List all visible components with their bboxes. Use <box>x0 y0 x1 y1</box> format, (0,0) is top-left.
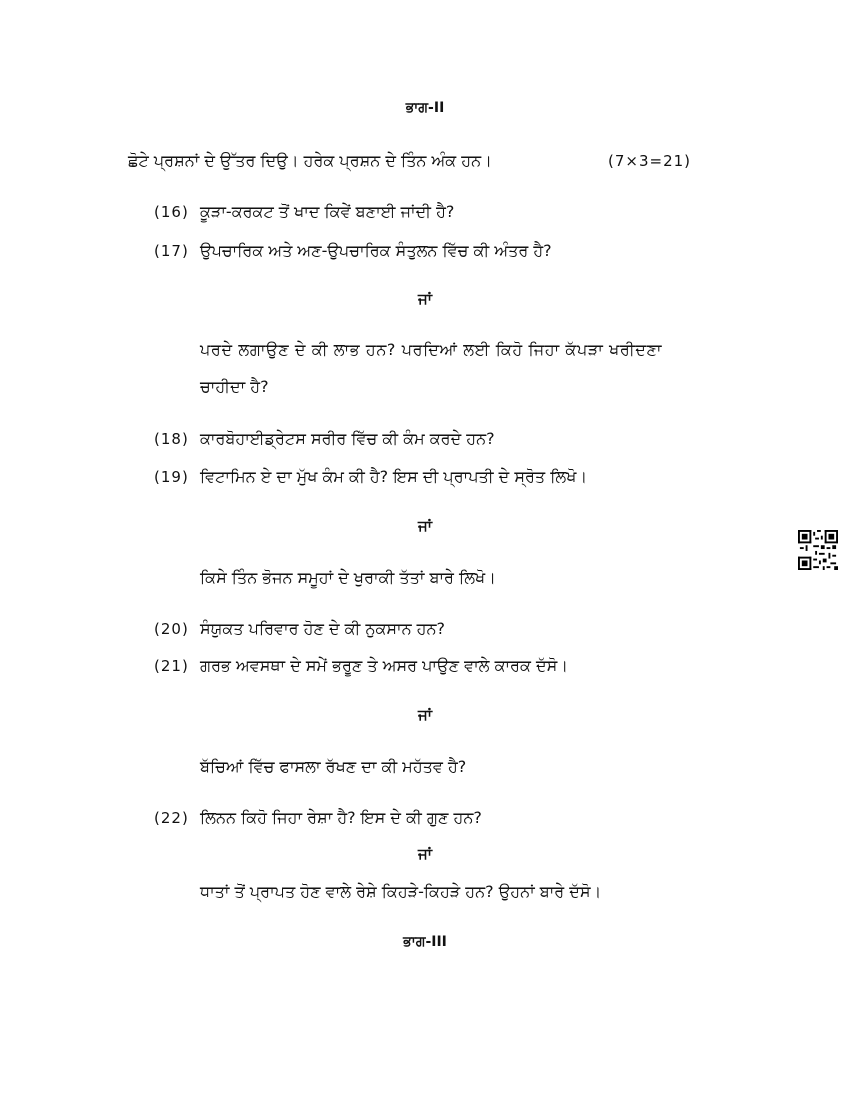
question-number: (21) <box>154 657 189 675</box>
qr-code-icon <box>798 530 838 570</box>
or-divider: ਜਾਂ <box>417 517 433 535</box>
question-number: (20) <box>154 620 189 638</box>
section-instruction: ਛੋਟੇ ਪ੍ਰਸ਼ਨਾਂ ਦੇ ਉੱਤਰ ਦਿਉ। ਹਰੇਕ ਪ੍ਰਸ਼ਨ ਦੇ ਤਿੰਨ ਅੰਕ ਹਨ। <box>128 151 492 170</box>
question-text: ਲਿਨਨ ਕਿਹੋ ਜਿਹਾ ਰੇਸ਼ਾ ਹੈ? ਇਸ ਦੇ ਕੀ ਗੁਣ ਹਨ? <box>200 808 482 827</box>
question-text: ਕਾਰਬੋਹਾਈਡ੍ਰੇਟਸ ਸਰੀਰ ਵਿੱਚ ਕੀ ਕੰਮ ਕਰਦੇ ਹਨ? <box>200 429 495 448</box>
question-number: (22) <box>154 809 189 827</box>
question-number: (19) <box>154 468 189 486</box>
alternate-question-text: ਚਾਹੀਦਾ ਹੈ? <box>200 377 269 396</box>
section-3-title: ਭਾਗ-III <box>403 934 447 950</box>
alternate-question-text: ਕਿਸੇ ਤਿੰਨ ਭੋਜਨ ਸਮੂਹਾਂ ਦੇ ਖੁਰਾਕੀ ਤੱਤਾਂ ਬਾਰੇ ਲਿਖੋ। <box>200 568 496 587</box>
section-2-title: ਭਾਗ-II <box>405 100 445 116</box>
alternate-question-text: ਪਰਦੇ ਲਗਾਉਣ ਦੇ ਕੀ ਲਾਭ ਹਨ? ਪਰਦਿਆਂ ਲਈ ਕਿਹੋ ਜਿਹਾ ਕੱਪੜਾ ਖਰੀਦਣਾ <box>200 340 663 359</box>
question-text: ਉਪਚਾਰਿਕ ਅਤੇ ਅਣ-ਉਪਚਾਰਿਕ ਸੰਤੁਲਨ ਵਿੱਚ ਕੀ ਅੰਤਰ ਹੈ? <box>200 241 552 260</box>
section-marks: (7×3=21) <box>608 152 692 170</box>
alternate-question-text: ਧਾਤਾਂ ਤੋਂ ਪ੍ਰਾਪਤ ਹੋਣ ਵਾਲੇ ਰੇਸ਼ੇ ਕਿਹੜੇ-ਕਿਹੜੇ ਹਨ? ਉਹਨਾਂ ਬਾਰੇ ਦੱਸੋ। <box>200 882 602 901</box>
or-divider: ਜਾਂ <box>417 290 433 308</box>
or-divider: ਜਾਂ <box>417 845 433 863</box>
question-text: ਸੰਯੁਕਤ ਪਰਿਵਾਰ ਹੋਣ ਦੇ ਕੀ ਨੁਕਸਾਨ ਹਨ? <box>200 619 445 638</box>
question-text: ਵਿਟਾਮਿਨ ਏ ਦਾ ਮੁੱਖ ਕੰਮ ਕੀ ਹੈ? ਇਸ ਦੀ ਪ੍ਰਾਪਤੀ ਦੇ ਸ੍ਰੋਤ ਲਿਖੋ। <box>200 467 588 486</box>
question-number: (16) <box>154 203 189 221</box>
question-text: ਗਰਭ ਅਵਸਥਾ ਦੇ ਸਮੇਂ ਭਰੂਣ ਤੇ ਅਸਰ ਪਾਉਣ ਵਾਲੇ ਕਾਰਕ ਦੱਸੋ। <box>200 656 569 675</box>
question-number: (18) <box>154 430 189 448</box>
alternate-question-text: ਬੱਚਿਆਂ ਵਿੱਚ ਫਾਸਲਾ ਰੱਖਣ ਦਾ ਕੀ ਮਹੱਤਵ ਹੈ? <box>200 757 467 776</box>
or-divider: ਜਾਂ <box>417 706 433 724</box>
question-number: (17) <box>154 242 189 260</box>
question-text: ਕੂੜਾ-ਕਰਕਟ ਤੋਂ ਖਾਦ ਕਿਵੇਂ ਬਣਾਈ ਜਾਂਦੀ ਹੈ? <box>200 202 455 221</box>
